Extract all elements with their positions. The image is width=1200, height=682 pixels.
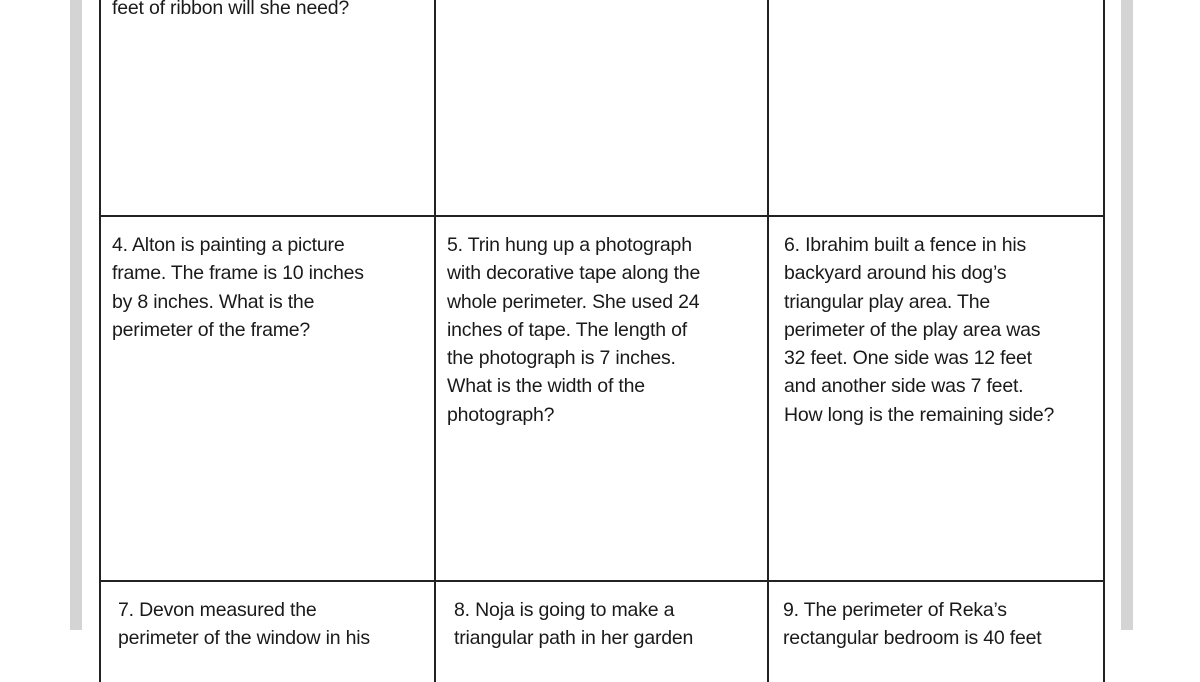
problem-text: perimeter of the window in his <box>118 627 370 650</box>
problem-text: 8. Noja is going to make a <box>454 599 675 621</box>
problem-cell-8 <box>434 582 767 682</box>
problem-text: the photograph is 7 inches. <box>447 347 676 370</box>
problem-text: perimeter of the frame? <box>112 318 311 341</box>
worksheet-grid <box>99 0 1105 682</box>
worksheet-row-3 <box>101 582 1103 682</box>
problem-text: whole perimeter. She used 24 <box>447 290 700 313</box>
problem-text: and another side was 7 feet. <box>784 375 1024 398</box>
problem-text: 6. Ibrahim built a fence in his <box>784 234 1027 256</box>
problem-text: 9. The perimeter of Reka’s <box>783 599 1007 621</box>
problem-text: by 8 inches. What is the <box>112 290 315 313</box>
problem-text: 5. Trin hung up a photograph <box>447 234 692 256</box>
problem-cell-6 <box>767 217 1100 580</box>
problem-text: What is the width of the <box>447 375 645 398</box>
problem-text: rectangular bedroom is 40 feet <box>783 627 1042 650</box>
problem-text: 7. Devon measured the <box>118 599 317 621</box>
problem-cell-partial <box>767 0 1100 215</box>
problem-cell-partial <box>434 0 767 215</box>
problem-cell-9 <box>767 582 1100 682</box>
worksheet-row-1 <box>101 0 1103 217</box>
problem-text: frame. The frame is 10 inches <box>112 262 364 285</box>
problem-cell-7 <box>101 582 434 682</box>
problem-text: perimeter of the play area was <box>784 318 1041 341</box>
problem-cell-4 <box>101 217 434 580</box>
problem-text: 32 feet. One side was 12 feet <box>784 347 1032 370</box>
problem-cell-5 <box>434 217 767 580</box>
problem-text: inches of tape. The length of <box>447 318 687 341</box>
problem-text: triangular play area. The <box>784 290 991 313</box>
problem-text: How long is the remaining side? <box>784 403 1055 426</box>
problem-text: with decorative tape along the <box>447 262 701 285</box>
page-edge-left <box>70 0 82 630</box>
problem-cell-3-partial <box>101 0 434 215</box>
problem-text: photograph? <box>447 403 555 426</box>
worksheet-row-2 <box>101 217 1103 582</box>
problem-text: backyard around his dog’s <box>784 262 1007 285</box>
page-edge-right <box>1121 0 1133 630</box>
problem-text: triangular path in her garden <box>454 627 694 650</box>
problem-text: feet of ribbon will she need? <box>112 0 350 19</box>
problem-text: 4. Alton is painting a picture <box>112 234 345 256</box>
